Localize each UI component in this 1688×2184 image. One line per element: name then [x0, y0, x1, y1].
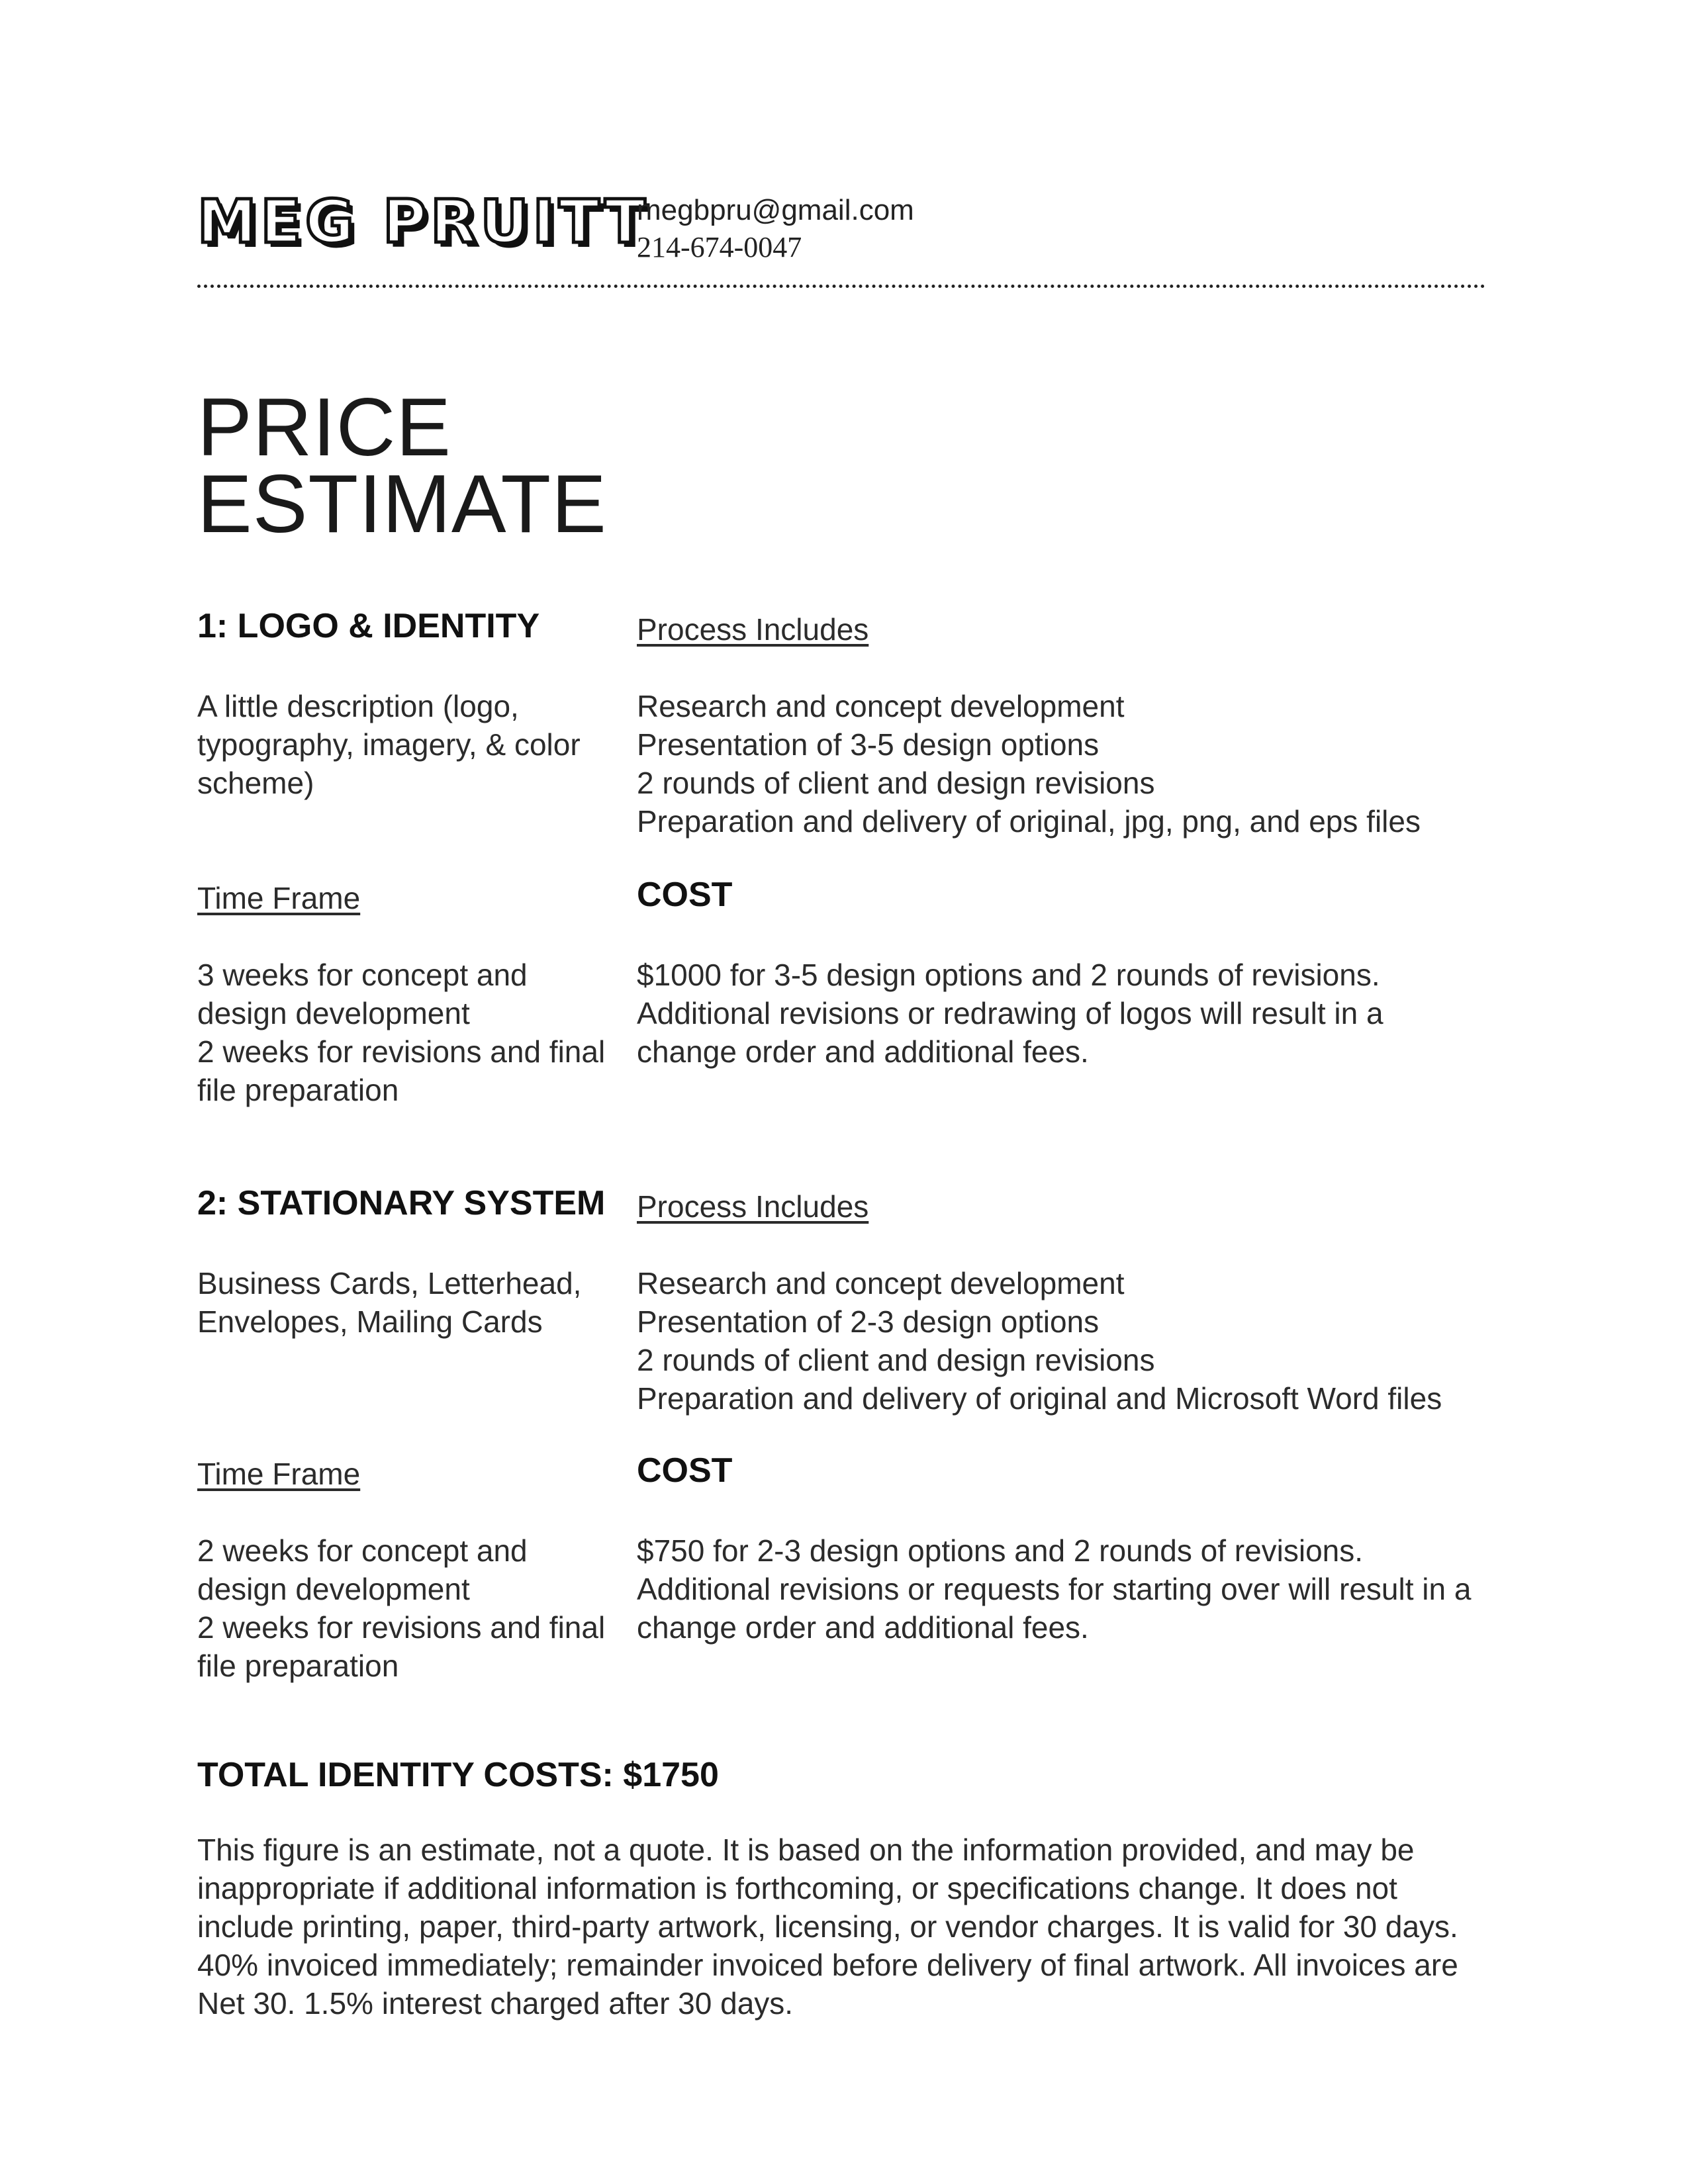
section-2-process-item: Presentation of 2-3 design options: [637, 1304, 1100, 1339]
section-1-process-label: Process Includes: [637, 612, 869, 647]
section-1-process-list: [637, 687, 1421, 841]
section-1-timeframe-label: Time Frame: [197, 881, 361, 915]
section-1-description: [197, 687, 581, 802]
contact-email[interactable]: megbpru@gmail.com: [637, 194, 914, 226]
section-1-process-item: Preparation and delivery of original, jpg, png, and eps files: [637, 804, 1421, 839]
section-2-timeframe: [197, 1531, 605, 1685]
disclaimer-line: include printing, paper, third-party artwork, licensing, or vendor charges. It is valid for 30 days.: [197, 1909, 1458, 1944]
disclaimer-line: Net 30. 1.5% interest charged after 30 days.: [197, 1986, 794, 2021]
section-2-description-line: Business Cards, Letterhead,: [197, 1266, 582, 1300]
section-2-cost-heading: COST: [637, 1451, 733, 1490]
section-2-process-item: 2 rounds of client and design revisions: [637, 1343, 1155, 1377]
contact-phone: 214-674-0047: [637, 231, 802, 263]
section-1-process-item: Research and concept development: [637, 689, 1125, 723]
contact-info: [637, 192, 914, 266]
page-title-line-2: ESTIMATE: [197, 459, 607, 550]
section-2-timeframe-line: design development: [197, 1572, 470, 1606]
total-cost-heading: TOTAL IDENTITY COSTS: $1750: [197, 1756, 719, 1794]
disclaimer-line: 40% invoiced immediately; remainder invoiced before delivery of final artwork. All invoices are: [197, 1948, 1458, 1982]
section-2-description-line: Envelopes, Mailing Cards: [197, 1304, 543, 1339]
section-1-description-line: typography, imagery, & color: [197, 727, 581, 762]
section-1-heading: 1: LOGO & IDENTITY: [197, 607, 540, 645]
section-2-cost: [637, 1531, 1471, 1647]
section-1-timeframe-line: file preparation: [197, 1073, 399, 1107]
disclaimer-paragraph: [197, 1831, 1485, 2023]
section-2-process-item: Research and concept development: [637, 1266, 1125, 1300]
page-title: [197, 382, 607, 550]
section-2-timeframe-line: 2 weeks for revisions and final: [197, 1610, 606, 1645]
section-2-timeframe-label: Time Frame: [197, 1457, 361, 1491]
section-1-description-line: A little description (logo,: [197, 689, 519, 723]
section-1-process-item: 2 rounds of client and design revisions: [637, 766, 1155, 800]
disclaimer-line: This figure is an estimate, not a quote. It is based on the information provided, and may be: [197, 1833, 1415, 1867]
section-1-timeframe-line: design development: [197, 996, 470, 1030]
section-2-timeframe-line: 2 weeks for concept and: [197, 1533, 528, 1568]
section-1-cost-heading: COST: [637, 876, 733, 914]
section-1-timeframe-line: 2 weeks for revisions and final: [197, 1034, 606, 1069]
section-2-process-item: Preparation and delivery of original and Microsoft Word files: [637, 1381, 1442, 1416]
section-1-description-line: scheme): [197, 766, 314, 800]
section-1-timeframe: [197, 956, 605, 1109]
section-1-cost-line: change order and additional fees.: [637, 1034, 1089, 1069]
section-2-process-label: Process Includes: [637, 1189, 869, 1224]
brand-logo-name: MEG PRUITT: [197, 187, 649, 257]
page-title-line-1: PRICE: [197, 382, 451, 473]
section-1-cost-line: $1000 for 3-5 design options and 2 rounds of revisions.: [637, 958, 1380, 992]
section-1-cost: [637, 956, 1383, 1071]
section-1-process-item: Presentation of 3-5 design options: [637, 727, 1100, 762]
section-2-heading: 2: STATIONARY SYSTEM: [197, 1184, 606, 1222]
section-2-cost-line: Additional revisions or requests for starting over will result in a: [637, 1572, 1472, 1606]
section-2-timeframe-line: file preparation: [197, 1649, 399, 1683]
section-1-cost-line: Additional revisions or redrawing of logos will result in a: [637, 996, 1383, 1030]
section-2-description: [197, 1264, 581, 1341]
section-2-process-list: [637, 1264, 1442, 1418]
section-2-cost-line: $750 for 2-3 design options and 2 rounds of revisions.: [637, 1533, 1364, 1568]
section-1-timeframe-line: 3 weeks for concept and: [197, 958, 528, 992]
disclaimer-line: inappropriate if additional information is forthcoming, or specifications change. It does not: [197, 1871, 1397, 1905]
header-divider: [197, 285, 1485, 288]
section-2-cost-line: change order and additional fees.: [637, 1610, 1089, 1645]
